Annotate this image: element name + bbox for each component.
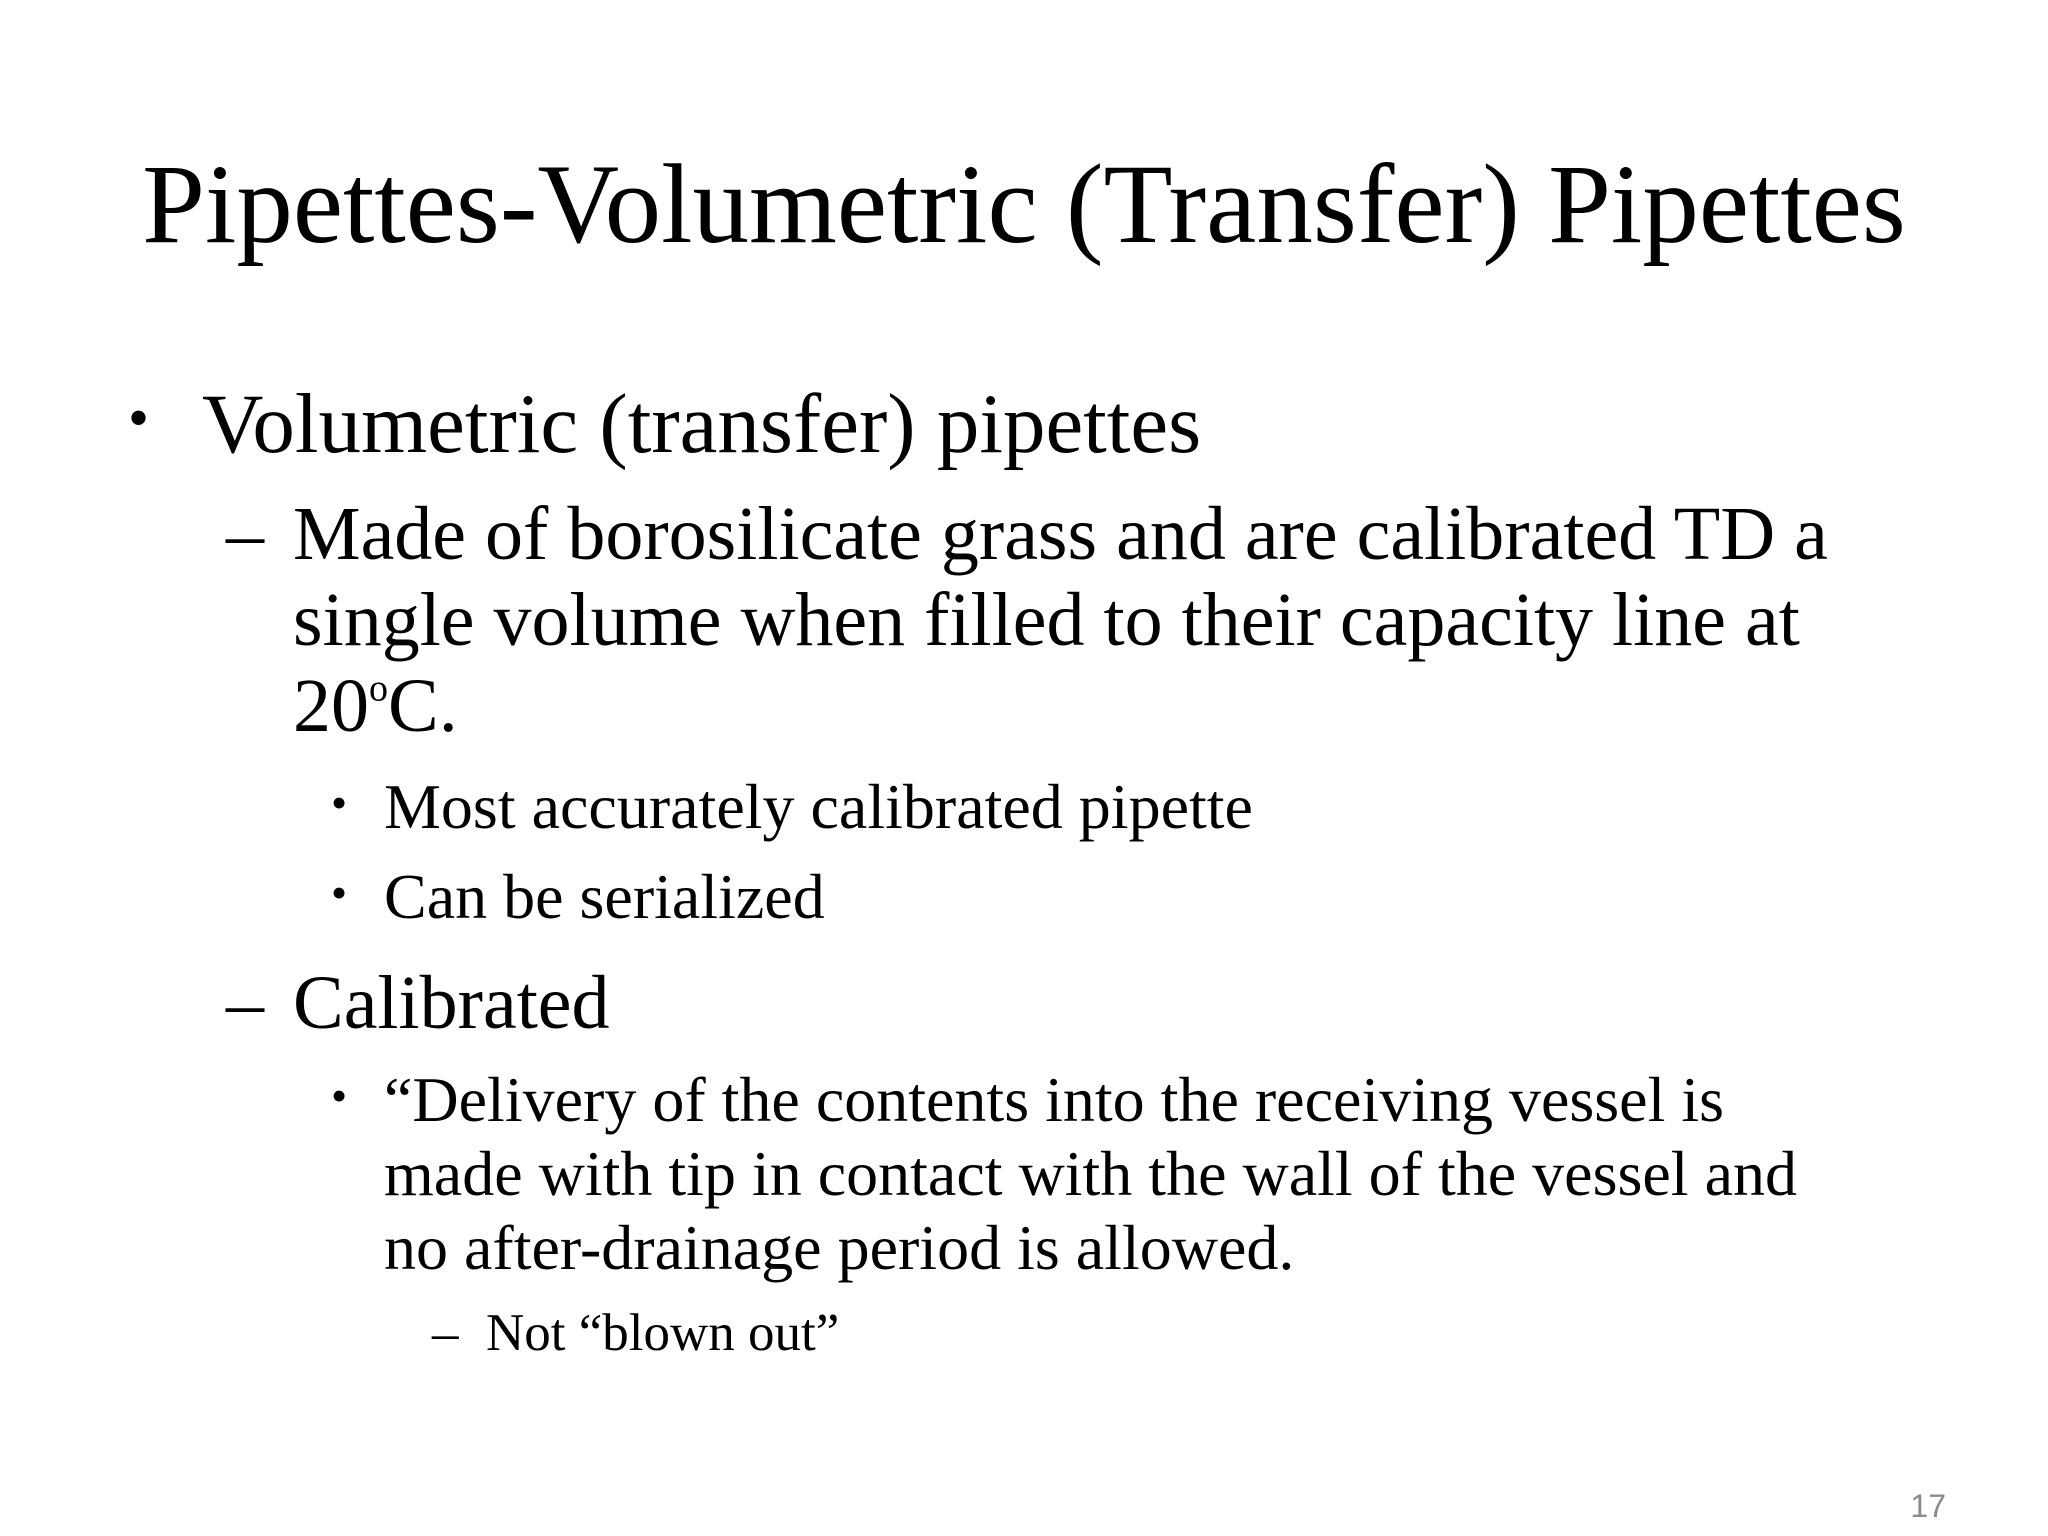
bullet-level2-text: Calibrated (293, 961, 610, 1045)
bullet-marker: • (331, 777, 348, 828)
quote-line1: “Delivery of the contents into the receiving vessel is (384, 1064, 1725, 1135)
slide-title: Pipettes-Volumetric (Transfer) Pipettes (142, 142, 1906, 267)
bullet-marker: • (331, 1070, 348, 1121)
degree-superscript: o (369, 667, 388, 710)
quote-line2: made with tip in contact with the wall of the vessel and (384, 1138, 1797, 1209)
bullet-marker: • (128, 385, 150, 451)
bullet-level2-line1: Made of borosilicate grass and are calibrated TD a (293, 492, 1828, 576)
dash-marker: – (432, 1304, 459, 1362)
bullet-level4-text: Not “blown out” (486, 1304, 840, 1362)
bullet-level2-line2: single volume when filled to their capacity line at (293, 578, 1800, 662)
bullet-level2-line3 (293, 663, 458, 749)
page-number: 17 (1910, 1488, 1946, 1524)
temperature-unit: C. (388, 664, 458, 748)
dash-marker: – (226, 961, 264, 1045)
bullet-level1-text: Volumetric (transfer) pipettes (202, 377, 1202, 471)
quote-line3: no after-drainage period is allowed. (384, 1212, 1295, 1283)
dash-marker: – (226, 492, 264, 576)
bullet-level3-text: Can be serialized (384, 861, 825, 932)
bullet-marker: • (331, 867, 348, 918)
temperature-value: 20 (293, 664, 369, 748)
bullet-level3-text: Most accurately calibrated pipette (384, 771, 1253, 842)
